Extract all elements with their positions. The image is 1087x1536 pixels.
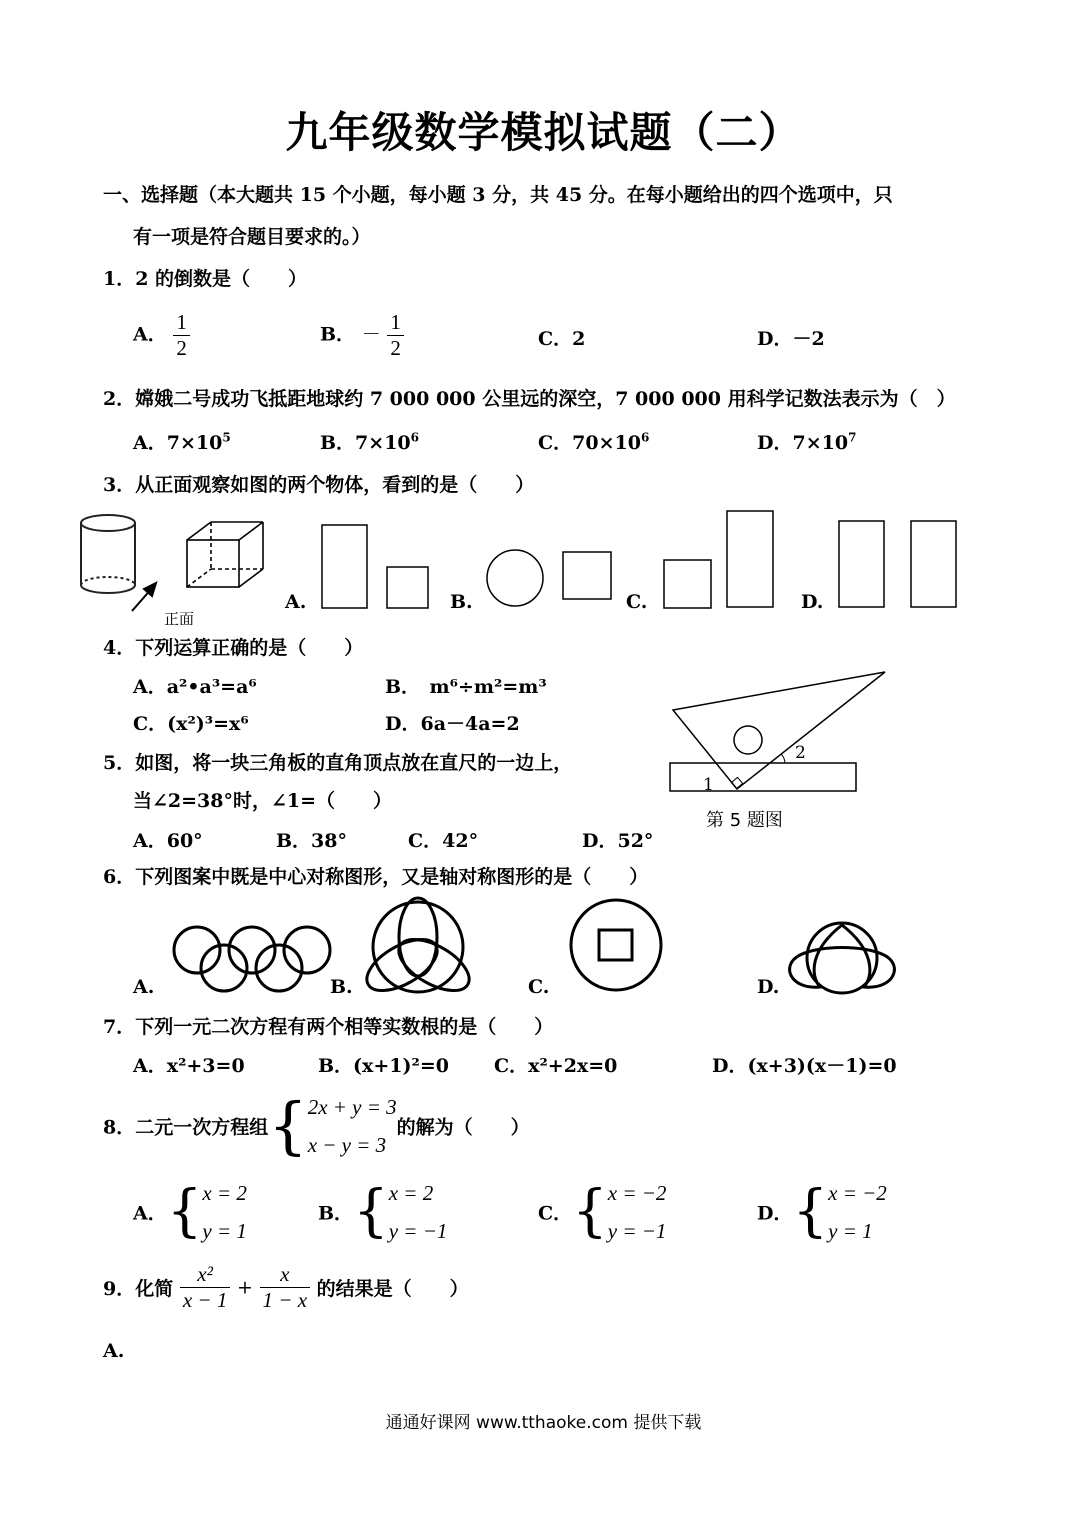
q1-option-b xyxy=(320,310,404,361)
q9-f1-denominator: x − 1 xyxy=(180,1287,231,1313)
q8-d-label: D． xyxy=(757,1202,793,1225)
q2-a-exp: 5 xyxy=(222,430,231,445)
q7-option-b: B．(x+1)²=0 xyxy=(318,1055,449,1077)
q8-eq1: 2x + y = 3 xyxy=(307,1095,397,1119)
q3-c-tall-rect xyxy=(727,511,773,607)
q8-d-eq2: y = 1 xyxy=(828,1219,873,1243)
q8-a-eq2: y = 1 xyxy=(202,1219,247,1243)
q8-a-eq1: x = 2 xyxy=(202,1181,247,1205)
q4-option-b: B． m⁶÷m²=m³ xyxy=(385,676,547,698)
q5-line1: 5．如图，将一块三角板的直角顶点放在直尺的一边上， xyxy=(103,752,573,774)
q8-option-c xyxy=(538,1174,666,1250)
q8-a-system xyxy=(202,1174,247,1250)
triangle-hole xyxy=(734,726,762,754)
q2-stem: 2．嫦娥二号成功飞抵距地球约 7 000 000 公里远的深空，7 000 000 用科学记数法表示为（ ） xyxy=(103,388,956,410)
cube-figure xyxy=(187,522,263,587)
q3-figures xyxy=(70,505,970,625)
q8-b-eq1: x = 2 xyxy=(388,1181,434,1205)
q8-c-eq1: x = −2 xyxy=(607,1181,667,1205)
footer-source: 通通好课网 www.tthaoke.com 提供下载 xyxy=(385,1413,702,1433)
ruler-shape xyxy=(670,763,856,791)
q5-figure xyxy=(665,668,895,798)
q2-b-base: B．7×10 xyxy=(320,432,411,454)
q1-a-numerator: 1 xyxy=(176,310,187,334)
q1-a-label: A． xyxy=(133,323,167,346)
q1-b-sign: － xyxy=(361,323,381,346)
q8-stem-suffix: 的解为（ ） xyxy=(396,1116,530,1139)
q1-b-label: B． xyxy=(320,323,356,346)
q1-a-denominator: 2 xyxy=(173,335,190,361)
view-direction-arrow-icon xyxy=(132,583,156,611)
q5-line2: 当∠2=38°时，∠1=（ ） xyxy=(133,790,393,812)
q8-d-system xyxy=(828,1174,887,1250)
q6-option-a-label: A. xyxy=(133,976,155,998)
q9-stem-suffix: 的结果是（ ） xyxy=(316,1278,469,1300)
q9-plus: + xyxy=(236,1276,253,1299)
q1-option-c: C．2 xyxy=(538,328,586,350)
q5-option-a: A．60° xyxy=(133,830,203,852)
q8-system xyxy=(308,1088,397,1164)
q1-stem: 1．2 的倒数是（ ） xyxy=(103,268,308,290)
q4-stem: 4．下列运算正确的是（ ） xyxy=(103,637,364,659)
q3-option-d-label: D. xyxy=(801,591,824,613)
q8-stem-prefix: 8．二元一次方程组 xyxy=(103,1116,269,1139)
coin-figure xyxy=(571,900,661,990)
q3-a-square xyxy=(387,567,428,608)
angle-2-label: 2 xyxy=(795,743,806,763)
q2-option-a xyxy=(133,428,231,455)
q6-figures xyxy=(120,895,910,1005)
q9-option-a: A. xyxy=(103,1340,125,1362)
q1-b-denominator: 2 xyxy=(387,335,404,361)
q8-b-brace-icon: { xyxy=(353,1179,389,1244)
q2-b-exp: 6 xyxy=(410,430,419,445)
q4-option-a: A．a²•a³=a⁶ xyxy=(133,676,257,698)
cylinder-figure xyxy=(81,515,135,593)
q7-stem: 7．下列一元二次方程有两个相等实数根的是（ ） xyxy=(103,1016,554,1038)
q3-option-b-label: B. xyxy=(450,591,473,613)
q3-d-rect-2 xyxy=(911,521,956,607)
q8-brace-icon: { xyxy=(268,1089,308,1162)
q9-f2-numerator: x xyxy=(280,1262,290,1286)
section-heading-line2: 有一项是符合题目要求的。） xyxy=(133,226,371,248)
q8-a-brace-icon: { xyxy=(166,1179,203,1244)
q9-f1-numerator: x² xyxy=(197,1262,213,1286)
q9-stem-prefix: 9．化简 xyxy=(103,1278,174,1300)
front-label: 正面 xyxy=(164,610,195,625)
olympic-rings-figure xyxy=(174,927,330,991)
q5-figure-caption: 第 5 题图 xyxy=(706,810,783,831)
q3-b-circle xyxy=(487,550,543,606)
q3-option-c-label: C. xyxy=(626,591,648,613)
q3-d-rect-1 xyxy=(839,521,884,607)
q8-option-b xyxy=(318,1174,447,1250)
q1-b-fraction xyxy=(387,310,404,361)
q8-option-d xyxy=(757,1174,887,1250)
q9-f2-denominator: 1 − x xyxy=(260,1287,311,1313)
q3-a-tall-rect xyxy=(322,525,367,608)
q8-c-eq2: y = −1 xyxy=(607,1219,667,1243)
q7-option-c: C．x²+2x=0 xyxy=(494,1055,618,1077)
q8-b-eq2: y = −1 xyxy=(388,1219,448,1243)
q3-b-square xyxy=(563,552,611,599)
q6-option-d-label: D. xyxy=(757,976,780,998)
q9-stem xyxy=(103,1262,469,1313)
q6-stem: 6．下列图案中既是中心对称图形，又是轴对称图形的是（ ） xyxy=(103,866,649,888)
q1-option-d: D．－2 xyxy=(757,328,825,350)
q8-c-brace-icon: { xyxy=(572,1179,608,1244)
q8-stem xyxy=(103,1088,530,1164)
q1-option-a xyxy=(133,310,190,361)
q8-d-brace-icon: { xyxy=(792,1179,829,1244)
q6-option-c-label: C. xyxy=(528,976,550,998)
q2-option-b xyxy=(320,428,419,455)
q6-option-b-label: B. xyxy=(330,976,353,998)
q8-eq2: x − y = 3 xyxy=(307,1133,387,1157)
q2-c-exp: 6 xyxy=(640,430,650,445)
q8-a-label: A． xyxy=(133,1202,167,1225)
q4-option-c: C．(x²)³=x⁶ xyxy=(133,713,249,735)
q7-option-d: D．(x+3)(x－1)=0 xyxy=(712,1055,897,1077)
page-title: 九年级数学模拟试题（二） xyxy=(285,108,802,157)
section-heading-line1: 一、选择题（本大题共 15 个小题，每小题 3 分，共 45 分。在每小题给出的四个选项中，只 xyxy=(103,184,893,206)
q2-option-d xyxy=(757,428,856,455)
q1-b-numerator: 1 xyxy=(390,310,401,334)
q3-stem: 3．从正面观察如图的两个物体，看到的是（ ） xyxy=(103,474,535,496)
q8-c-label: C． xyxy=(538,1202,573,1225)
q2-option-c xyxy=(538,428,649,455)
triangle-set-square xyxy=(673,672,885,789)
q9-fraction-1 xyxy=(180,1262,231,1313)
q8-c-system xyxy=(608,1174,667,1250)
three-petal-circle-figure xyxy=(359,898,478,1001)
q7-option-a: A．x²+3=0 xyxy=(133,1055,245,1077)
triquetra-figure xyxy=(790,923,895,993)
q8-b-label: B． xyxy=(318,1202,354,1225)
q8-option-a xyxy=(133,1174,247,1250)
angle-1-label: 1 xyxy=(703,775,714,795)
q2-a-base: A．7×10 xyxy=(133,432,223,454)
q8-d-eq1: x = −2 xyxy=(828,1181,887,1205)
q1-a-fraction xyxy=(173,310,190,361)
q3-c-square xyxy=(664,560,711,608)
q2-d-exp: 7 xyxy=(848,430,857,445)
q2-d-base: D．7×10 xyxy=(757,432,849,454)
q2-c-base: C．70×10 xyxy=(538,432,641,454)
angle-2-arc xyxy=(781,754,785,763)
q5-option-d: D．52° xyxy=(582,830,654,852)
q5-option-b: B．38° xyxy=(276,830,347,852)
q8-b-system xyxy=(389,1174,448,1250)
q9-fraction-2 xyxy=(260,1262,311,1313)
q5-option-c: C．42° xyxy=(408,830,479,852)
q4-option-d: D．6a－4a=2 xyxy=(385,713,520,735)
q3-option-a-label: A. xyxy=(285,591,307,613)
